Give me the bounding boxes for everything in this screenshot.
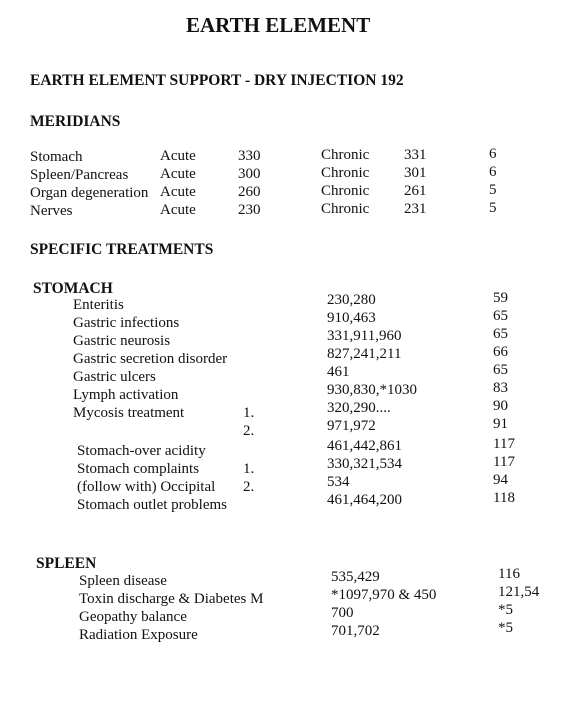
treatment-name: Gastric infections [73,315,180,331]
acute-label: Acute [160,184,196,200]
page-ref: 121,54 [498,584,540,600]
treatment-name: Gastric ulcers [73,369,156,385]
treatment-name: Stomach complaints [77,461,200,477]
step-number: 1. [243,405,255,421]
treatment-codes: 534 [327,474,350,490]
acute-label: Acute [160,148,196,164]
treatment-codes: 535,429 [331,569,380,585]
acute-code: 260 [238,184,261,200]
treatment-codes: 461,442,861 [327,438,402,454]
meridian-name: Organ degeneration [30,185,149,201]
page-ref: *5 [498,620,513,636]
treatment-codes: 320,290.... [327,400,391,416]
page-ref: 94 [493,472,508,488]
treatment-codes: *1097,970 & 450 [331,587,437,603]
page-ref: 5 [489,182,497,198]
treatment-name: Lymph activation [73,387,179,403]
meridian-name: Nerves [30,203,73,219]
acute-code: 300 [238,166,261,182]
meridian-name: Spleen/Pancreas [30,167,129,183]
acute-code: 230 [238,202,261,218]
treatment-codes: 461,464,200 [327,492,402,508]
page-ref: 6 [489,146,497,162]
treatment-name: Gastric neurosis [73,333,171,349]
page-ref: 66 [493,344,508,360]
treatment-codes: 700 [331,605,354,621]
chronic-code: 261 [404,183,427,199]
page-ref: 83 [493,380,508,396]
treatment-codes: 701,702 [331,623,380,639]
treatment-codes: 331,911,960 [327,328,402,344]
page-ref: *5 [498,602,513,618]
treatment-codes: 461 [327,364,350,380]
treatment-name: Geopathy balance [79,609,187,625]
chronic-code: 231 [404,201,427,217]
treatment-name: Enteritis [73,297,124,313]
page-ref: 65 [493,326,508,342]
page-ref: 65 [493,308,508,324]
treatment-codes: 971,972 [327,418,376,434]
treatment-codes: 330,321,534 [327,456,402,472]
acute-label: Acute [160,166,196,182]
treatment-name: Stomach outlet problems [77,497,227,513]
chronic-label: Chronic [321,147,370,163]
page-ref: 65 [493,362,508,378]
treatment-name: Radiation Exposure [79,627,198,643]
page-ref: 5 [489,200,497,216]
chronic-label: Chronic [321,165,370,181]
treatment-name: (follow with) Occipital [77,479,216,495]
treatment-name: Stomach-over acidity [77,443,206,459]
page-ref: 59 [493,290,508,306]
acute-code: 330 [238,148,261,164]
treatment-codes: 827,241,211 [327,346,402,362]
support-heading: EARTH ELEMENT SUPPORT - DRY INJECTION 192 [30,72,404,89]
page-ref: 117 [493,454,515,470]
page-ref: 90 [493,398,508,414]
chronic-label: Chronic [321,201,370,217]
chronic-code: 301 [404,165,427,181]
treatment-codes: 930,830,*1030 [327,382,417,398]
page-ref: 117 [493,436,515,452]
page-ref: 118 [493,490,515,506]
acute-label: Acute [160,202,196,218]
step-number: 1. [243,461,255,477]
treatment-codes: 910,463 [327,310,376,326]
step-number: 2. [243,423,255,439]
step-number: 2. [243,479,255,495]
treatment-name: Toxin discharge & Diabetes M [79,591,264,607]
specific-treatments-heading: SPECIFIC TREATMENTS [30,241,214,258]
stomach-heading: STOMACH [33,280,113,297]
page-ref: 91 [493,416,508,432]
page-ref: 6 [489,164,497,180]
treatment-name: Spleen disease [79,573,167,589]
meridian-name: Stomach [30,149,83,165]
chronic-label: Chronic [321,183,370,199]
meridians-heading: MERIDIANS [30,113,121,130]
page-ref: 116 [498,566,520,582]
treatment-name: Mycosis treatment [73,405,185,421]
page-title: EARTH ELEMENT [186,13,371,37]
treatment-name: Gastric secretion disorder [73,351,228,367]
spleen-heading: SPLEEN [36,555,97,572]
treatment-codes: 230,280 [327,292,376,308]
chronic-code: 331 [404,147,427,163]
